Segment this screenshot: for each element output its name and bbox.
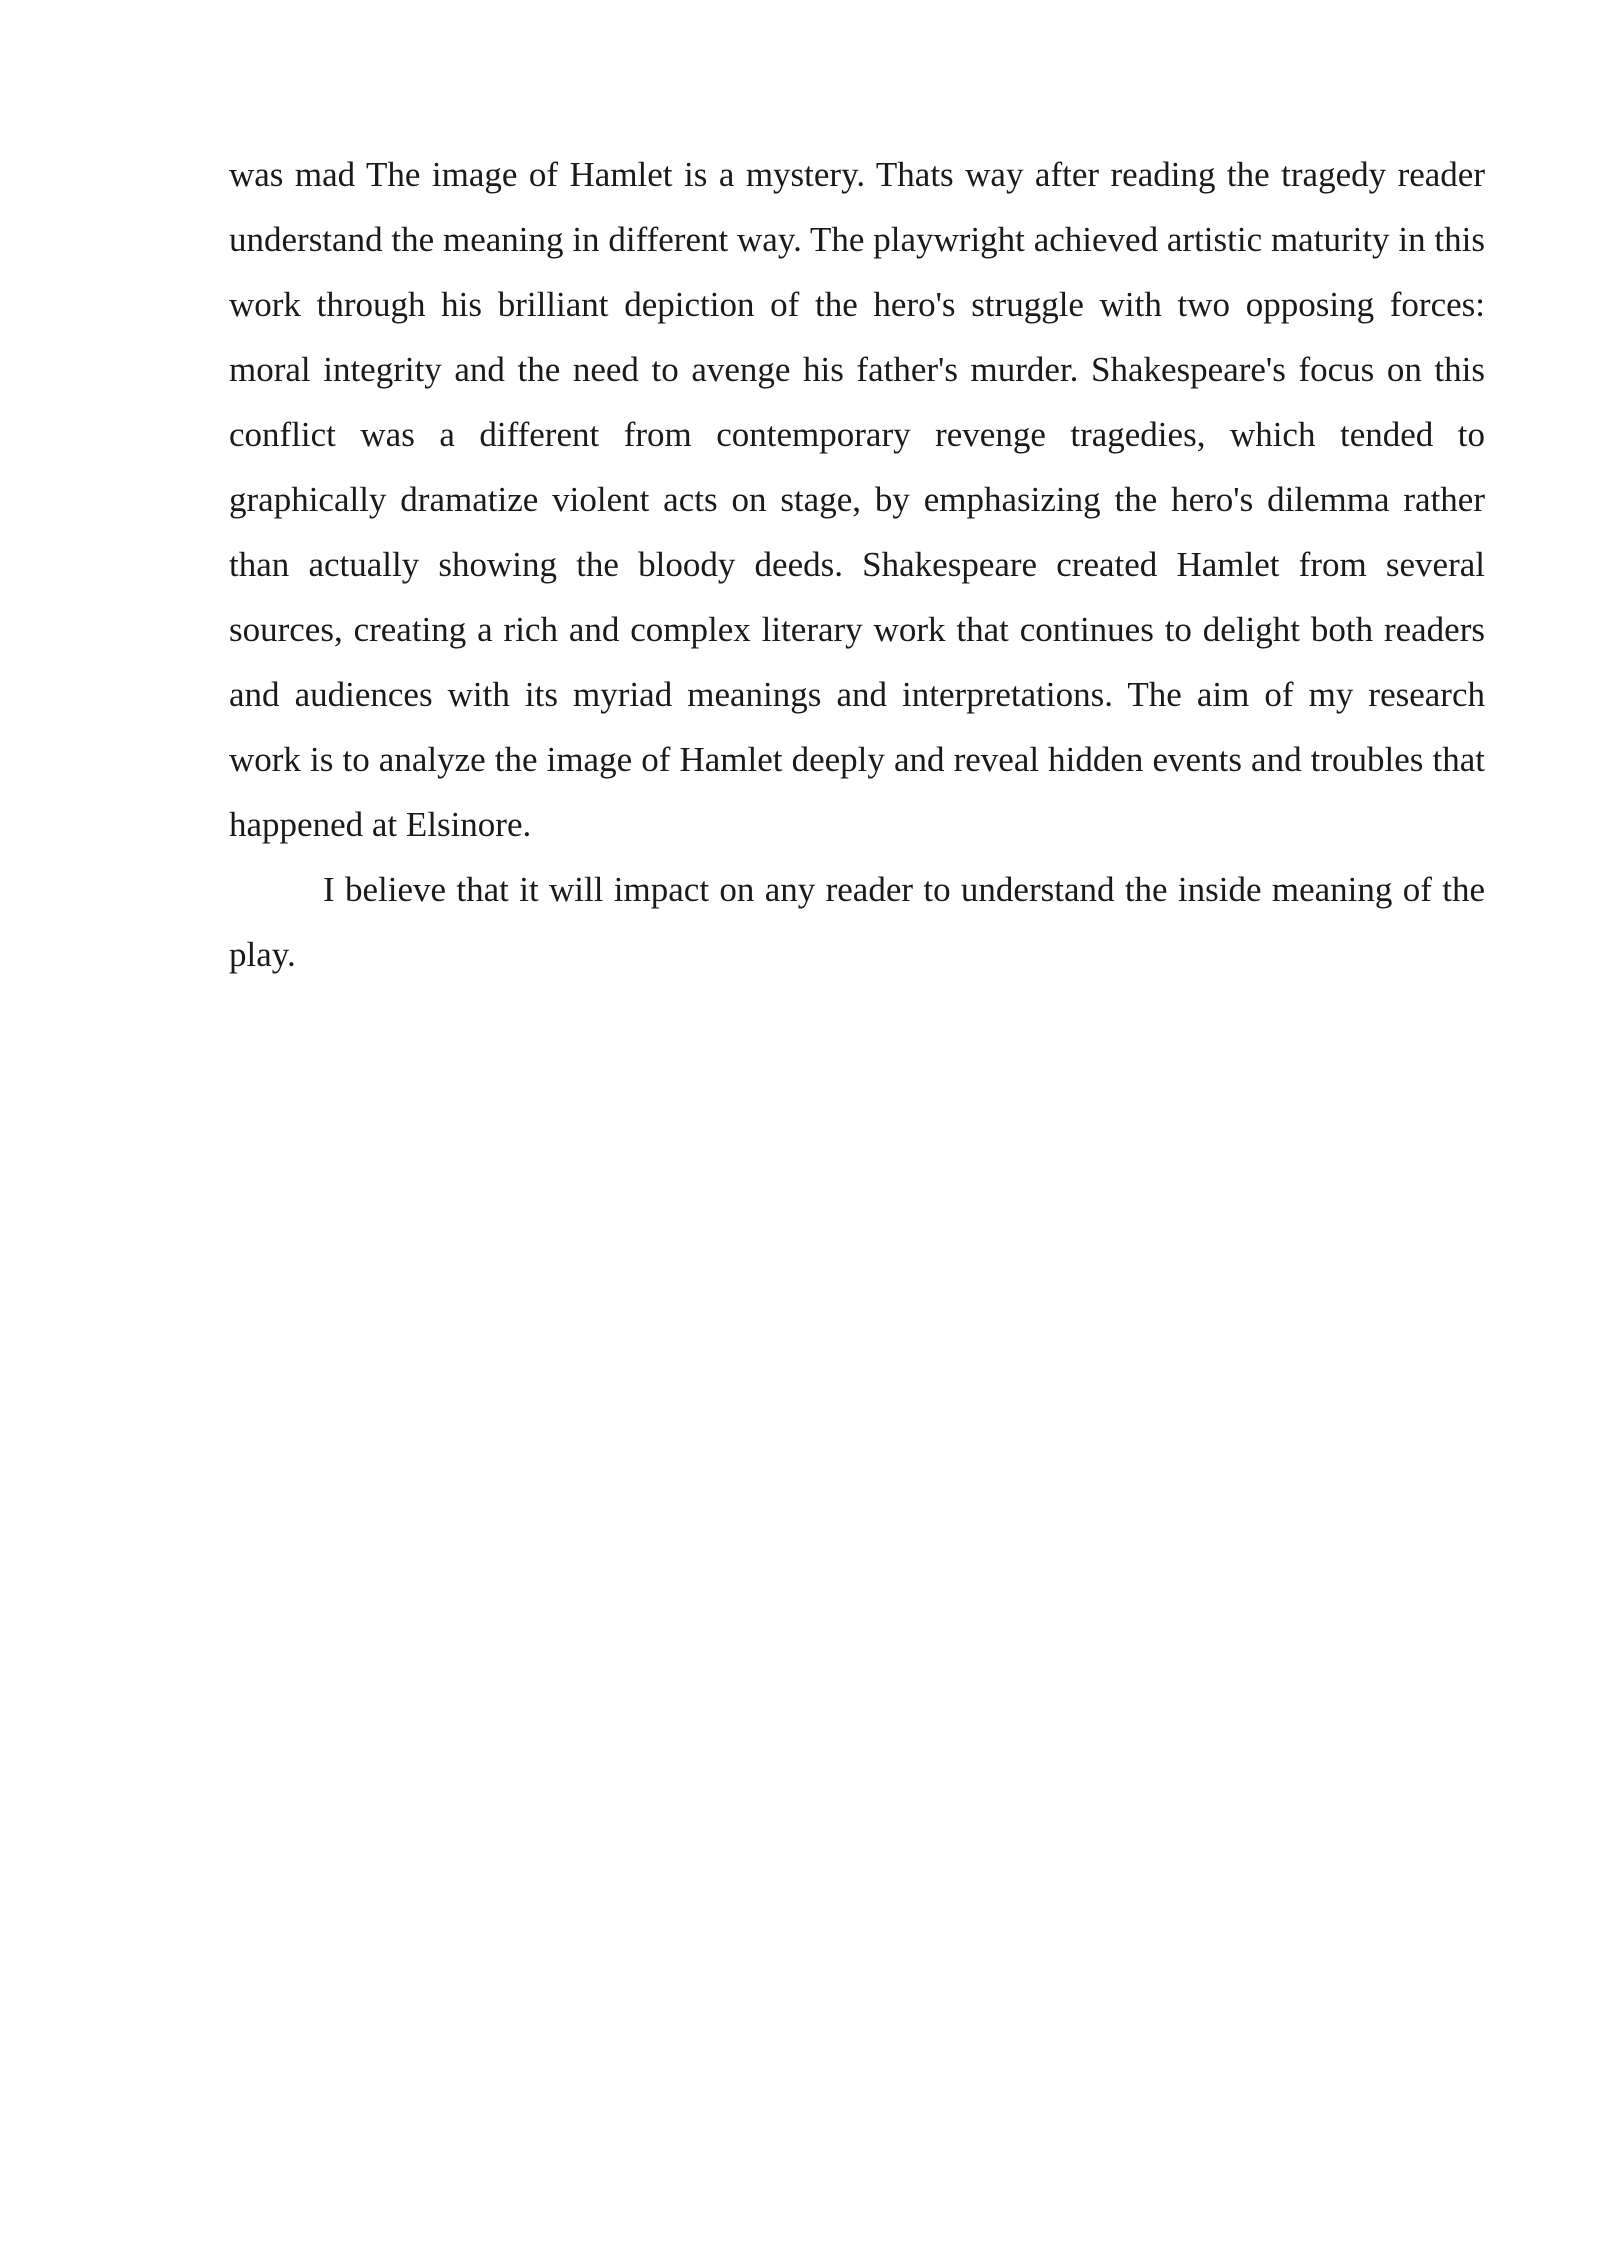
body-text [229, 142, 1485, 987]
paragraph-continuation: was mad The image of Hamlet is a mystery. Thats way after reading the tragedy reader understand the meaning in different way. The playwright achieved artistic maturity in this work through his brilliant depiction of the hero's struggle with two opposing forces: moral integrity and the need to avenge his father's murder. Shakespeare's focus on this conflict was a different from contemporary revenge tragedies, which tended to graphically dramatize violent acts on stage, by emphasizing the hero's dilemma rather than actually showing the bloody deeds. Shakespeare created Hamlet from several sources, creating a rich and complex literary work that continues to delight both readers and audiences with its myriad meanings and interpretations. The aim of my research work is to analyze the image of Hamlet deeply and reveal hidden events and troubles that happened at Elsinore. [229, 155, 1485, 844]
paragraph-conclusion: I believe that it will impact on any reader to understand the inside meaning of the play. [229, 870, 1485, 974]
